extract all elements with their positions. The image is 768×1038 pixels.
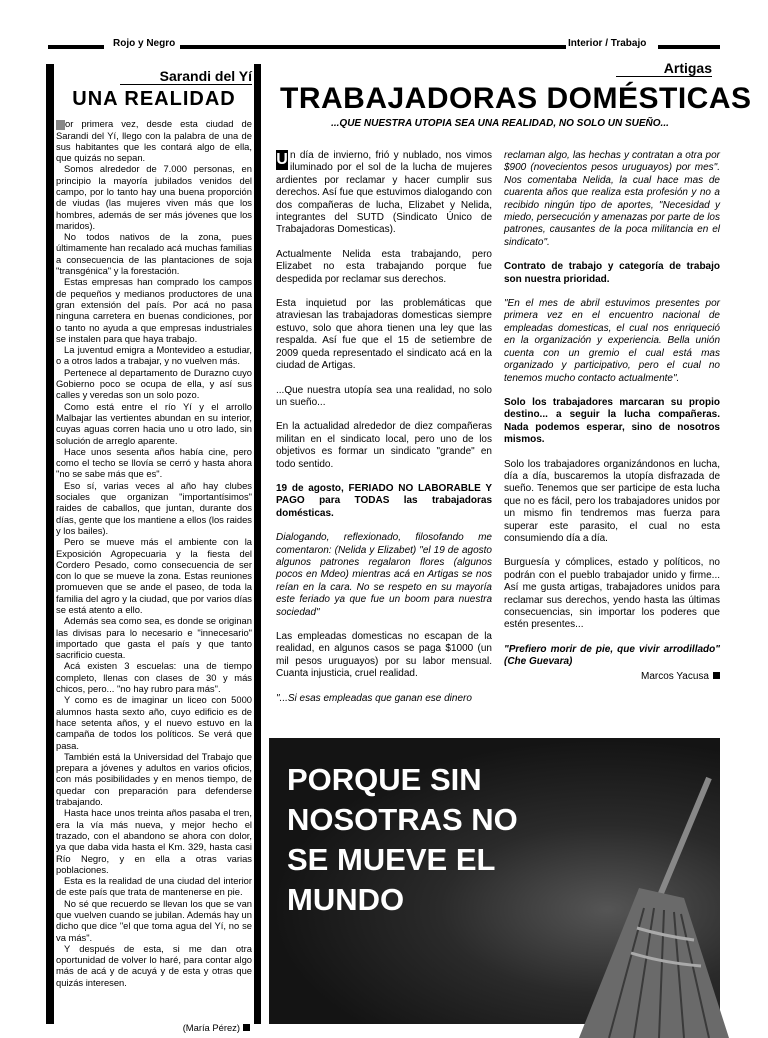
- paragraph: or primera vez, desde esta ciudad de Sarandi del Yí, llego con la palabra de una de sus habitantes que les contará algo de ella, que quizás no sepan.: [56, 118, 252, 164]
- paragraph: No todos nativos de la zona, pues últimamente han recalado acá muchas familias a consecuencia de las plantaciones de soja "transgénica" y la forestación.: [56, 231, 252, 277]
- left-article: [54, 64, 254, 1033]
- author-name: (María Pérez): [182, 1022, 240, 1033]
- paragraph: Eso sí, varias veces al año hay clubes sociales que organizan "importantísimos" raides de caballos, que juntan, durante dos días, gente que los mantiene a ellos (los raides y los bailes).: [56, 479, 252, 536]
- paragraph: reclaman algo, las hechas y contratan a otra por $900 (novecientos pesos uruguayos) por mes". Nos comentaba Nelida, la cual hace mas de cuarenta años que realiza esta profesión y no a recibido ningún tipo de aportes, "Necesidad y miedo, persecución y amenazas por parte de los patrones, causantes de la poca militancia en el sindicato".: [504, 150, 720, 248]
- paragraph: Y después de esta, si me dan otra oportunidad de volver lo haré, para contar algo más de acá y de acuyá y de esta y otras que quizás interesen.: [56, 942, 252, 988]
- paragraph: Contrato de trabajo y categoría de trabajo son nuestra prioridad.: [504, 261, 720, 285]
- left-article-title: UNA REALIDAD: [72, 88, 236, 110]
- main-article-column-1: [276, 150, 492, 728]
- dropcap-image: [56, 120, 65, 130]
- left-article-location: Sarandi del Yí: [120, 68, 252, 85]
- paragraph: "En el mes de abril estuvimos presentes por primera vez en el encuentro nacional de empleadas domesticas, el cual nos enriqueció en la organización y experiencia. Bella unión cuenta con un gremio el cual está mas organizado y participativo, pero el cual no tenemos mucho contacto actualmente".: [504, 298, 720, 384]
- dropcap: U: [276, 151, 288, 168]
- paragraph: U n día de invierno, frió y nublado, nos vimos iluminado por el sol de la lucha de mujeres ardientes por reclamar y hacer cumplir sus derechos. Así fue que estuvimos dialogando con dos compañeras de lucha, Elizabet y Nelida, integrantes del SUTD (Sindicato Único de Trabajadoras Domesticas).: [276, 150, 492, 236]
- paragraph: Estas empresas han comprado los campos de pequeños y medianos productores de una gran extensión del país. Por acá no pasa ninguna carretera en buenas condiciones, por o tanto no ayuda a que empresas industriales se instalen para que haya trabajo.: [56, 276, 252, 344]
- main-article-signature: [504, 671, 720, 683]
- main-article-location: Artigas: [616, 60, 712, 77]
- paragraph: La juventud emigra a Montevideo a estudiar, o a otros lados a trabajar, y no vuelven más.: [56, 344, 252, 367]
- author-name: Marcos Yacusa: [641, 670, 709, 682]
- end-mark-icon: [243, 1024, 250, 1031]
- section-label-left: Rojo y Negro: [113, 38, 176, 49]
- paragraph: "...Si esas empleadas que ganan ese dinero: [276, 692, 472, 704]
- paragraph: ...Que nuestra utopía sea una realidad, no solo un sueño...: [276, 384, 492, 408]
- paragraph: Las empleadas domesticas no escapan de la realidad, en algunos casos se paga $1000 (un mil pesos uruguayos) por su labor mensual. Cuanta injusticia, cruel realidad.: [276, 631, 492, 680]
- paragraph: Actualmente Nelida esta trabajando, pero Elizabet no esta trabajando porque fue despedida por reclamar sus derechos.: [276, 248, 492, 285]
- main-article-title: TRABAJADORAS DOMÉSTICAS: [280, 82, 752, 115]
- paragraph: Como está entre el río Yí y el arrollo Malbajar las vertientes abundan en su interior, cuyas aguas corren hacia uno u otro lado, sin solución de arreglo aparente.: [56, 400, 252, 446]
- paragraph: Somos alrededor de 7.000 personas, en principio la mayoría jubilados venidos del campo, por lo tanto hay una buena proporción de viudas (las mujeres viven más que los hombres, además de ser más jóvenes que los maridos).: [56, 163, 252, 231]
- header-rule: [180, 45, 566, 49]
- header-rule: [658, 45, 720, 49]
- paragraph: 19 de agosto, FERIADO NO LABORABLE Y PAGO para TODAS las trabajadoras domésticas.: [276, 482, 492, 519]
- end-mark-icon: [713, 672, 720, 679]
- paragraph: Solo los trabajadores organizándonos en lucha, día a día, buscaremos la utopía disfrazada de sueño. Tenemos que ser participe de esta lucha que no es fácil, pero los trabajadores unidos por un mismo fin tendremos mas fuerza para superar este parasito, el cual no esta consumiendo día a día.: [504, 458, 720, 544]
- paragraph: Pero se mueve más el ambiente con la Exposición Agropecuaria y la fiesta del Cordero Pesado, como consecuencia de ser con lo que se mueve la zona. Estas reuniones promueven que se ande el paseo, de toda la familia del agro y la ciudad, que por varios días se está atento a ello.: [56, 536, 252, 615]
- paragraph: Acá existen 3 escuelas: una de tiempo completo, llenas con clases de 30 y más chicos, pero... "no hay rubro para más".: [56, 660, 252, 695]
- paragraph: Hasta hace unos treinta años pasaba el tren, era la vía más nueva, y mejor hecho el trazado, con el abandono se ahora con dolor, ya que daba vida hasta el Km. 329, hasta casi Río Negro, y en ella a otras varias poblaciones.: [56, 807, 252, 875]
- paragraph: Solo los trabajadores marcaran su propio destino... a seguir la lucha compañeras. Nada podemos esperar, sino de nosotros mismos.: [504, 396, 720, 446]
- paragraph: Esta inquietud por las problemáticas que atraviesan las trabajadoras domesticas siempre estuvo, solo que ahora tienen una ley que las respalda. Así fue que el 15 de setiembre de 2009 queda representado el sindicato acá en la ciudad de Artigas.: [276, 298, 492, 372]
- paragraph: En la actualidad alrededor de diez compañeras militan en el sindicato local, pero uno de los objetivos es formar un sindicato "grande" en todo sentido.: [276, 421, 492, 470]
- poster-image: [269, 738, 720, 1024]
- poster-text: PORQUE SIN NOSOTRAS NO SE MUEVE EL MUNDO: [287, 762, 518, 917]
- paragraph: "Prefiero morir de pie, que vivir arrodillado" (Che Guevara): [504, 643, 720, 668]
- main-article-column-2: [504, 150, 720, 728]
- paragraph: Además sea como sea, es donde se originan las divisas para lo necesario e "innecesario" importado que gasta el país y que tanto sacrificio cuesta.: [56, 615, 252, 661]
- paragraph: Hace unos sesenta años había cine, pero como el techo se llovía se cerró y hasta ahora "no se sabe más que es".: [56, 445, 252, 480]
- broom-icon: [569, 778, 749, 1038]
- left-article-box: [46, 64, 261, 1033]
- paragraph: También está la Universidad del Trabajo que prepara a jóvenes y adultos en varios oficios, con más posibilidades y en menos tiempo, de quedar con preparación para defenderse trabajando.: [56, 750, 252, 808]
- section-label-right: Interior / Trabajo: [568, 38, 647, 49]
- header-rule: [48, 45, 104, 49]
- paragraph: Y como es de imaginar un liceo con 5000 alumnos hasta sexto año, cuyo edificio es de hace setenta años, y el nuevo estuvo en la campaña de todos los políticos. Se verá que pasa.: [56, 694, 252, 751]
- paragraph: No sé que recuerdo se llevan los que se van que vuelven cuando se jubilan. Además hay un dicho que dice "el que toma agua del Yí, no se va más".: [56, 897, 252, 943]
- paragraph: Burguesía y cómplices, estado y políticos, no podrán con el pueblo trabajador unido y firme... Así me gusta artigas, trabajadores unidos para reclamar sus derechos, yendo hasta las últimas consecuencias, sin importar los poderes que estén presentes...: [504, 557, 720, 631]
- paragraph: Pertenece al departamento de Durazno cuyo Gobierno poco se ocupa de ella, y así sus calles y veredas son un solo pozo.: [56, 366, 252, 401]
- page-header: [0, 36, 768, 56]
- left-article-body: [56, 118, 252, 988]
- main-article-subtitle: ...QUE NUESTRA UTOPIA SEA UNA REALIDAD, NO SOLO UN SUEÑO...: [331, 118, 669, 129]
- paragraph: Dialogando, reflexionado, filosofando me comentaron: (Nelida y Elizabet) "el 19 de agosto algunos patrones regalaron flores (algunos pocos en Mdeo) mientras acá en Artigas se nos reían en la cara. No se respeto en su mayoría este feriado ya que fue un boom para nuestra sociedad": [276, 532, 492, 618]
- paragraph: Esta es la realidad de una ciudad del interior de este país que trata de mantenerse en pie.: [56, 875, 252, 898]
